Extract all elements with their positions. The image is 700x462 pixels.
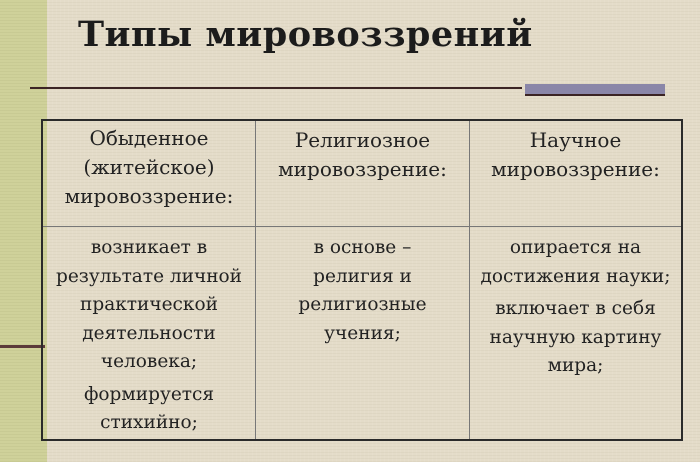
text-line: учения; <box>324 322 401 344</box>
header-line: мировоззрение: <box>491 157 660 181</box>
header-line: Научное <box>529 128 622 152</box>
text-line: мира; <box>547 355 604 376</box>
header-line: мировоззрение: <box>64 184 234 208</box>
text-line: религия и <box>313 265 412 287</box>
worldview-types-table <box>41 119 683 441</box>
text-line: возникает в <box>90 237 208 258</box>
header-line: Религиозное <box>294 128 431 152</box>
text-line: деятельности <box>82 322 216 344</box>
decorative-side-line <box>0 345 45 348</box>
text-line: результате личной <box>55 265 243 287</box>
title-accent-underline <box>525 94 665 96</box>
cell-paragraph <box>43 381 255 438</box>
decorative-side-band <box>0 0 47 462</box>
cell-everyday-description <box>43 227 255 442</box>
cell-scientific-description <box>470 227 681 385</box>
text-line: стихийно; <box>100 412 198 433</box>
header-line: Обыденное <box>89 126 209 150</box>
cell-paragraph <box>470 234 681 291</box>
title-underline <box>30 87 522 89</box>
text-line: формируется <box>83 383 215 405</box>
page-title: Типы мировоззрений <box>78 14 533 55</box>
text-line: в основе – <box>313 237 412 258</box>
header-line: мировоззрение: <box>278 157 447 181</box>
cell-paragraph <box>256 234 469 348</box>
header-scientific-worldview <box>470 121 681 226</box>
text-line: научную картину <box>489 326 662 348</box>
text-line: человека; <box>100 351 198 372</box>
header-everyday-worldview <box>43 121 255 226</box>
header-religious-worldview <box>256 121 469 226</box>
header-line: (житейское) <box>83 155 215 179</box>
title-accent-bar <box>525 84 665 94</box>
cell-paragraph <box>43 234 255 377</box>
cell-paragraph <box>470 295 681 381</box>
text-line: опирается на <box>509 237 642 258</box>
text-line: религиозные <box>298 294 427 315</box>
text-line: включает в себя <box>495 298 656 319</box>
text-line: практической <box>80 294 218 315</box>
cell-religious-description <box>256 227 469 352</box>
text-line: достижения науки; <box>480 265 671 287</box>
